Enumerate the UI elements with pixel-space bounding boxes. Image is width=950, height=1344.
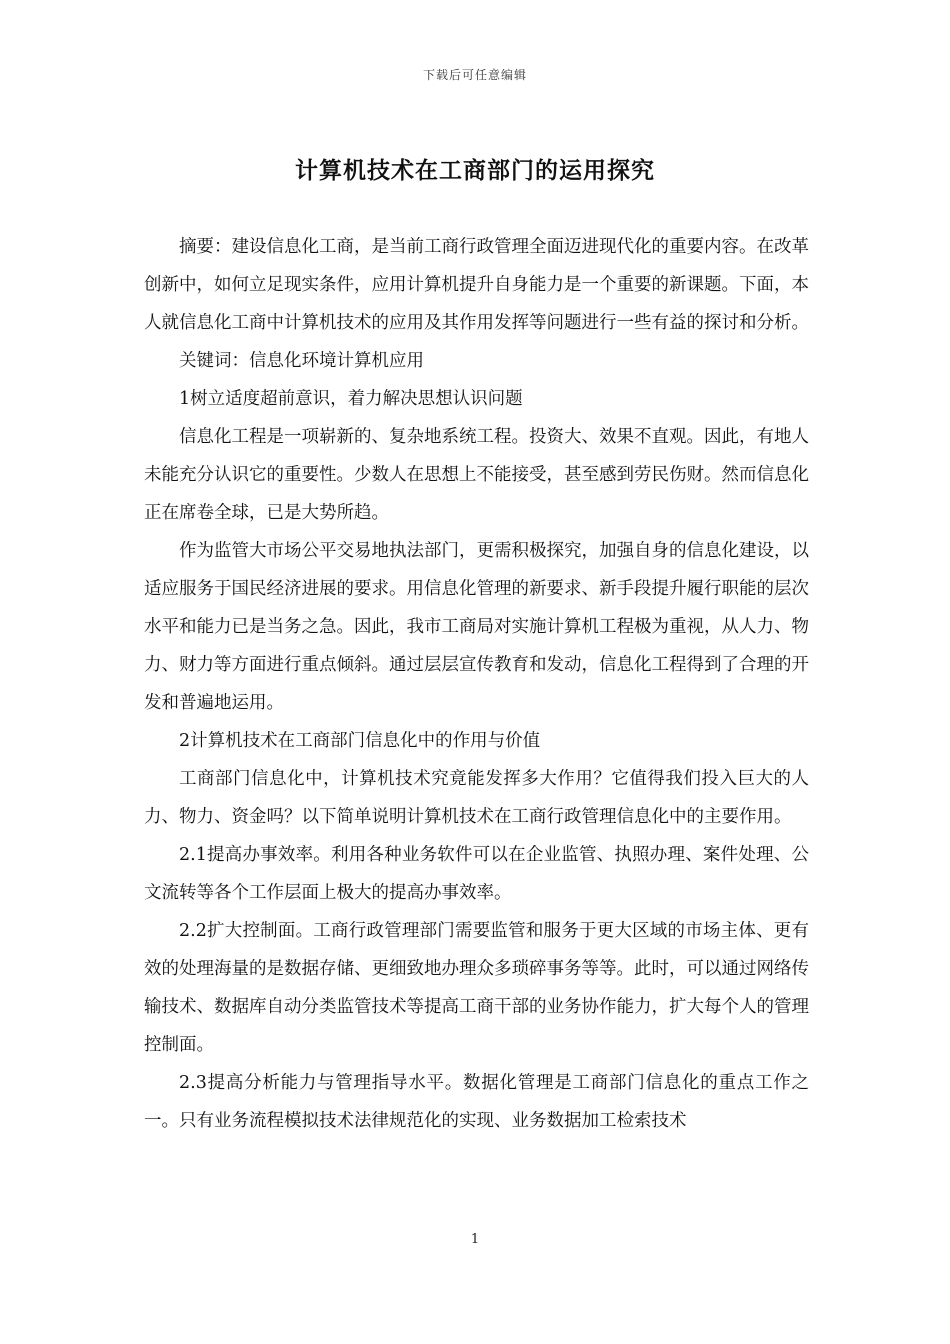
header-note: 下载后可任意编辑 — [422, 68, 527, 82]
abstract-paragraph: 摘要：建设信息化工商，是当前工商行政管理全面迈进现代化的重要内容。在改革创新中，如何立足现实条件，应用计算机提升自身能力是一个重要的新课题。下面，本人就信息化工商中计算机技术的应用及其作用发挥等问题进行一些有益的探讨和分析。 — [144, 237, 809, 333]
document-body — [144, 228, 809, 1140]
body-paragraph: 工商部门信息化中，计算机技术究竟能发挥多大作用？它值得我们投入巨大的人力、物力、资金吗？以下简单说明计算机技术在工商行政管理信息化中的主要作用。 — [144, 769, 809, 827]
body-paragraph: 信息化工程是一项崭新的、复杂地系统工程。投资大、效果不直观。因此，有地人未能充分认识它的重要性。少数人在思想上不能接受，甚至感到劳民伤财。然而信息化正在席卷全球，已是大势所趋。 — [144, 427, 809, 523]
keywords-line: 关键词：信息化环境计算机应用 — [179, 351, 424, 371]
subsection-2-3: 2.3提高分析能力与管理指导水平。数据化管理是工商部门信息化的重点工作之一。只有业务流程模拟技术法律规范化的实现、业务数据加工检索技术 — [144, 1073, 809, 1131]
document-title: 计算机技术在工商部门的运用探究 — [295, 157, 655, 184]
body-paragraph: 作为监管大市场公平交易地执法部门，更需积极探究，加强自身的信息化建设，以适应服务于国民经济进展的要求。用信息化管理的新要求、新手段提升履行职能的层次水平和能力已是当务之急。因此，我市工商局对实施计算机工程极为重视，从人力、物力、财力等方面进行重点倾斜。通过层层宣传教育和发动，信息化工程得到了合理的开发和普遍地运用。 — [144, 541, 809, 713]
page-number: 1 — [470, 1232, 480, 1247]
section-heading-1: 1树立适度超前意识，着力解决思想认识问题 — [179, 389, 523, 409]
subsection-2-1: 2.1提高办事效率。利用各种业务软件可以在企业监管、执照办理、案件处理、公文流转等各个工作层面上极大的提高办事效率。 — [144, 845, 809, 903]
section-heading-2: 2计算机技术在工商部门信息化中的作用与价值 — [179, 731, 541, 751]
subsection-2-2: 2.2扩大控制面。工商行政管理部门需要监管和服务于更大区域的市场主体、更有效的处理海量的是数据存储、更细致地办理众多琐碎事务等等。此时，可以通过网络传输技术、数据库自动分类监管技术等提高工商干部的业务协作能力，扩大每个人的管理控制面。 — [144, 921, 809, 1055]
